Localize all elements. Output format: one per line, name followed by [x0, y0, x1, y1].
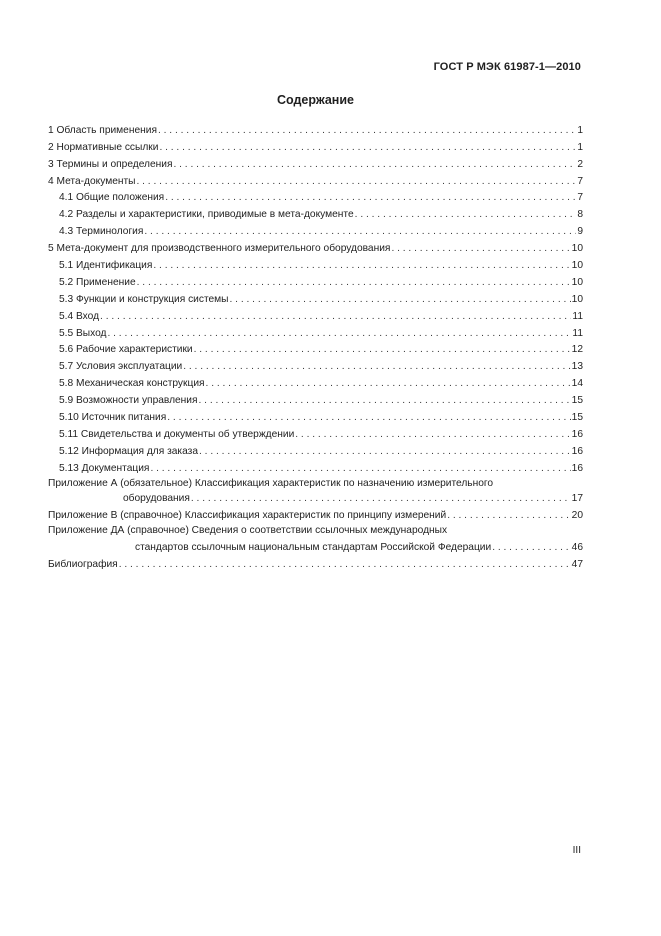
- toc-entry-label: Приложение ДА (справочное) Сведения о соответствии ссылочных международных: [48, 525, 448, 537]
- toc-entry-page: 10: [571, 243, 583, 255]
- toc-entry: [48, 220, 583, 237]
- leader-dots: [492, 542, 570, 553]
- toc-entry-label: 3 Термины и определения: [48, 158, 173, 170]
- toc-entry-label: 5.10 Источник питания: [59, 412, 167, 424]
- toc-entry-label: 4.2 Разделы и характеристики, приводимые в мета-документе: [59, 209, 354, 221]
- toc-entry: [48, 423, 583, 440]
- toc-entry-label: 5.1 Идентификация: [59, 260, 153, 272]
- toc-entry-label: 4 Мета-документы: [48, 175, 136, 187]
- toc-entry-label: оборудования: [123, 493, 190, 505]
- toc-entry-page: 12: [571, 344, 583, 356]
- leader-dots: [391, 243, 570, 254]
- toc-entry-page: 9: [577, 226, 583, 238]
- toc-entry-label: 2 Нормативные ссылки: [48, 141, 159, 153]
- leader-dots: [165, 192, 576, 203]
- toc-entry-page: 15: [571, 412, 583, 424]
- toc-entry: [48, 389, 583, 406]
- toc-entry-label: 5.11 Свидетельства и документы об утверждении: [59, 428, 295, 440]
- toc-entry-page: 10: [571, 293, 583, 305]
- toc-entry-label: 5.13 Документация: [59, 462, 150, 474]
- toc-entry-page: 16: [571, 462, 583, 474]
- toc-entry: [48, 237, 583, 254]
- leader-dots: [355, 209, 577, 220]
- leader-dots: [194, 344, 571, 355]
- toc-entry-page: 2: [577, 158, 583, 170]
- leader-dots: [137, 277, 571, 288]
- toc-entry: [48, 355, 583, 372]
- leader-dots: [173, 159, 576, 170]
- toc-entry-page: 7: [577, 175, 583, 187]
- toc-entry-page: 13: [571, 361, 583, 373]
- toc-entry-page: 1: [577, 141, 583, 153]
- leader-dots: [167, 412, 570, 423]
- toc-entry: [48, 119, 583, 136]
- leader-dots: [206, 378, 571, 389]
- leader-dots: [159, 142, 576, 153]
- toc-entry: [48, 406, 583, 423]
- toc-entry: [48, 372, 583, 389]
- leader-dots: [136, 176, 576, 187]
- page-number: III: [572, 845, 581, 856]
- toc-entry: [48, 440, 583, 457]
- toc-entry: [48, 305, 583, 322]
- toc-entry: [48, 187, 583, 204]
- leader-dots: [153, 260, 570, 271]
- toc-entry-label: 5.12 Информация для заказа: [59, 445, 199, 457]
- leader-dots: [100, 311, 571, 322]
- toc-entry-page: 8: [577, 209, 583, 221]
- toc-entry: [48, 457, 583, 474]
- toc-entry-label: 5.4 Вход: [59, 310, 100, 322]
- toc-annex-da: [48, 521, 583, 536]
- toc-entry-label: 5 Мета-документ для производственного измерительного оборудования: [48, 243, 391, 255]
- leader-dots: [295, 429, 570, 440]
- toc-annex-a-cont: [48, 489, 583, 505]
- document-code: ГОСТ Р МЭК 61987-1—2010: [433, 61, 581, 73]
- toc-entry-page: 10: [571, 260, 583, 272]
- toc-entry-label: Приложение В (справочное) Классификация характеристик по принципу измерений: [48, 510, 447, 522]
- toc-entry-label: 5.6 Рабочие характеристики: [59, 344, 193, 356]
- toc-entry-page: 17: [571, 493, 583, 505]
- toc-entry-label: Приложение А (обязательное) Классификация характеристик по назначению измерительного: [48, 477, 494, 489]
- toc-entry-page: 20: [571, 510, 583, 522]
- toc-entry: [48, 170, 583, 187]
- toc-entry-page: 7: [577, 192, 583, 204]
- toc-entry-label: 4.1 Общие положения: [59, 192, 165, 204]
- toc-entry-page: 15: [571, 395, 583, 407]
- leader-dots: [199, 395, 571, 406]
- table-of-contents: [48, 119, 583, 570]
- toc-entry-label: 5.3 Функции и конструкция системы: [59, 293, 229, 305]
- toc-entry-page: 11: [572, 310, 583, 322]
- toc-entry: [48, 288, 583, 305]
- toc-entry-page: 46: [571, 542, 583, 554]
- toc-entry: [48, 153, 583, 170]
- toc-entry-page: 14: [571, 378, 583, 390]
- toc-entry-label: 4.3 Терминология: [59, 226, 144, 238]
- toc-entry-label: 5.9 Возможности управления: [59, 395, 198, 407]
- toc-annex-a: [48, 474, 583, 489]
- leader-dots: [119, 559, 571, 570]
- toc-entry: [48, 271, 583, 288]
- toc-entry: [48, 254, 583, 271]
- leader-dots: [183, 361, 570, 372]
- toc-entry-page: 11: [572, 327, 583, 339]
- leader-dots: [150, 463, 570, 474]
- toc-entry-page: 10: [571, 276, 583, 288]
- toc-entry-page: 47: [571, 558, 583, 570]
- leader-dots: [107, 328, 571, 339]
- toc-entry-label: 1 Область применения: [48, 124, 157, 136]
- leader-dots: [191, 493, 571, 504]
- toc-entry-label: Библиография: [48, 558, 118, 570]
- leader-dots: [199, 446, 571, 457]
- toc-entry-page: 16: [571, 428, 583, 440]
- leader-dots: [447, 510, 570, 521]
- toc-entry-label: 5.8 Механическая конструкция: [59, 378, 205, 390]
- toc-bibliography: [48, 553, 583, 570]
- toc-entry: [48, 339, 583, 356]
- leader-dots: [158, 125, 576, 136]
- toc-entry-page: 16: [571, 445, 583, 457]
- leader-dots: [144, 226, 576, 237]
- toc-annex-da-cont: [48, 536, 583, 553]
- leader-dots: [230, 294, 571, 305]
- toc-entry-label: 5.2 Применение: [59, 276, 136, 288]
- toc-entry: [48, 322, 583, 339]
- toc-title: Содержание: [276, 93, 354, 107]
- toc-entry-label: 5.7 Условия эксплуатации: [59, 361, 183, 373]
- toc-entry: [48, 203, 583, 220]
- toc-entry-label: стандартов ссылочным национальным стандартам Российской Федерации: [135, 542, 492, 554]
- toc-entry-label: 5.5 Выход: [59, 327, 107, 339]
- toc-entry-page: 1: [577, 124, 583, 136]
- toc-annex-b: [48, 504, 583, 521]
- toc-entry: [48, 136, 583, 153]
